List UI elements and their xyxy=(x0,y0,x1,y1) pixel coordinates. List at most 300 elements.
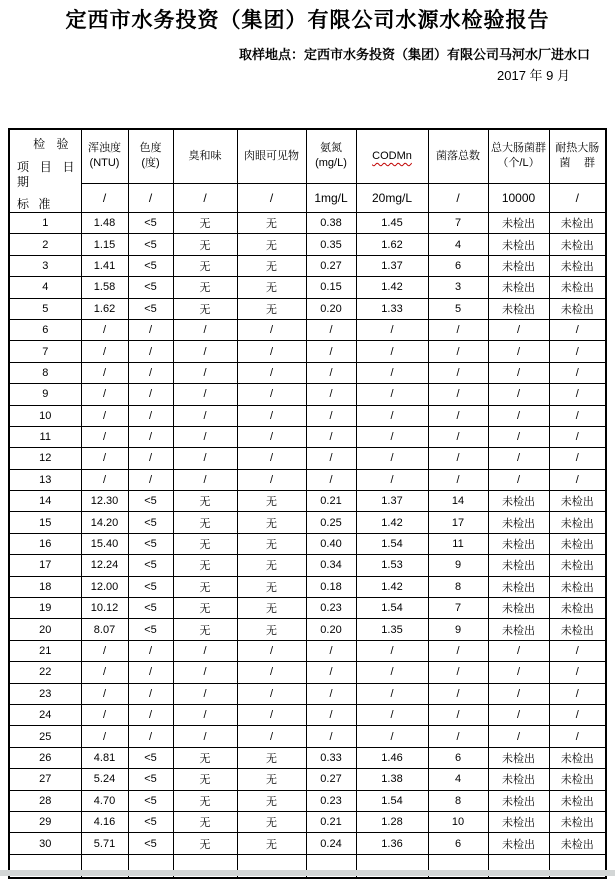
day-cell: 9 xyxy=(9,384,81,405)
value-cell: / xyxy=(488,405,549,426)
day-cell: 12 xyxy=(9,448,81,469)
standard-value: / xyxy=(549,183,606,212)
value-cell: / xyxy=(128,319,173,340)
value-cell: / xyxy=(488,319,549,340)
value-cell: 未检出 xyxy=(488,533,549,554)
day-cell: 21 xyxy=(9,640,81,661)
value-cell: 5 xyxy=(428,298,488,319)
value-cell: / xyxy=(128,469,173,490)
value-cell: 1.53 xyxy=(356,555,428,576)
value-cell: / xyxy=(173,704,237,725)
value-cell: 无 xyxy=(237,533,306,554)
value-cell: 1.45 xyxy=(356,213,428,234)
value-cell: / xyxy=(237,469,306,490)
value-cell: <5 xyxy=(128,533,173,554)
value-cell: / xyxy=(128,640,173,661)
day-cell: 25 xyxy=(9,726,81,747)
value-cell: 8 xyxy=(428,790,488,811)
day-cell: 27 xyxy=(9,769,81,790)
value-cell: 无 xyxy=(173,598,237,619)
col-header-total-coliform xyxy=(488,129,549,183)
value-cell: 未检出 xyxy=(549,598,606,619)
value-cell: 无 xyxy=(173,811,237,832)
value-cell: / xyxy=(488,640,549,661)
value-cell: / xyxy=(128,726,173,747)
value-cell: <5 xyxy=(128,512,173,533)
value-cell: 未检出 xyxy=(488,213,549,234)
value-cell: / xyxy=(488,426,549,447)
value-cell: 无 xyxy=(237,555,306,576)
value-cell: 未检出 xyxy=(549,619,606,640)
value-cell: 无 xyxy=(237,255,306,276)
value-cell: / xyxy=(356,341,428,362)
value-cell: / xyxy=(306,405,356,426)
value-cell: 1.33 xyxy=(356,298,428,319)
value-cell: / xyxy=(428,405,488,426)
value-cell: / xyxy=(549,469,606,490)
value-cell: 14 xyxy=(428,491,488,512)
value-cell: / xyxy=(81,448,128,469)
value-cell: / xyxy=(428,319,488,340)
value-cell: 14.20 xyxy=(81,512,128,533)
value-cell: 未检出 xyxy=(488,277,549,298)
value-cell: / xyxy=(128,341,173,362)
value-cell: / xyxy=(356,426,428,447)
table-row xyxy=(9,448,606,469)
value-cell: 1.62 xyxy=(356,234,428,255)
value-cell: 1.36 xyxy=(356,833,428,854)
col-title: 肉眼可见物 xyxy=(244,149,299,162)
value-cell: / xyxy=(237,726,306,747)
value-cell: / xyxy=(237,683,306,704)
inspection-table xyxy=(8,128,607,879)
day-cell: 29 xyxy=(9,811,81,832)
value-cell: 无 xyxy=(237,576,306,597)
value-cell: 5.71 xyxy=(81,833,128,854)
value-cell: / xyxy=(306,469,356,490)
value-cell: 未检出 xyxy=(549,769,606,790)
value-cell: / xyxy=(81,426,128,447)
value-cell: / xyxy=(488,704,549,725)
value-cell: 无 xyxy=(237,790,306,811)
table-row xyxy=(9,662,606,683)
value-cell: / xyxy=(549,448,606,469)
value-cell: <5 xyxy=(128,213,173,234)
corner-label-item-date: 项 目 日 期 xyxy=(17,160,75,189)
standard-value: 10000 xyxy=(488,183,549,212)
col-header-color xyxy=(128,129,173,183)
value-cell: 未检出 xyxy=(549,811,606,832)
col-title: 色度 xyxy=(139,142,162,155)
col-header-ammonia xyxy=(306,129,356,183)
value-cell: / xyxy=(356,662,428,683)
value-cell: 6 xyxy=(428,747,488,768)
value-cell: <5 xyxy=(128,811,173,832)
value-cell: 0.18 xyxy=(306,576,356,597)
value-cell: 17 xyxy=(428,512,488,533)
day-cell: 19 xyxy=(9,598,81,619)
value-cell: 0.33 xyxy=(306,747,356,768)
value-cell: / xyxy=(356,448,428,469)
report-title: 定西市水务投资（集团）有限公司水源水检验报告 xyxy=(65,9,550,32)
value-cell: / xyxy=(549,362,606,383)
value-cell: / xyxy=(173,448,237,469)
day-cell: 23 xyxy=(9,683,81,704)
value-cell: / xyxy=(128,426,173,447)
value-cell: / xyxy=(488,469,549,490)
col-header-colony-count xyxy=(428,129,488,183)
value-cell: 1.38 xyxy=(356,769,428,790)
table-row xyxy=(9,384,606,405)
value-cell: <5 xyxy=(128,833,173,854)
table-row xyxy=(9,811,606,832)
value-cell: 0.25 xyxy=(306,512,356,533)
value-cell: 9 xyxy=(428,555,488,576)
value-cell: 无 xyxy=(173,747,237,768)
standard-value: / xyxy=(128,183,173,212)
value-cell: / xyxy=(237,704,306,725)
day-cell: 17 xyxy=(9,555,81,576)
value-cell: 0.21 xyxy=(306,811,356,832)
value-cell: / xyxy=(428,469,488,490)
value-cell: 未检出 xyxy=(488,234,549,255)
day-cell: 16 xyxy=(9,533,81,554)
value-cell: / xyxy=(488,384,549,405)
value-cell: 1.42 xyxy=(356,277,428,298)
value-cell: 7 xyxy=(428,598,488,619)
corner-label-inspection: 检 验 xyxy=(33,137,73,151)
value-cell: 8 xyxy=(428,576,488,597)
value-cell: 无 xyxy=(173,619,237,640)
value-cell: 无 xyxy=(237,277,306,298)
col-unit: （个/L） xyxy=(497,157,540,170)
value-cell: 未检出 xyxy=(488,769,549,790)
value-cell: / xyxy=(428,362,488,383)
value-cell: 6 xyxy=(428,255,488,276)
page-bottom-strip xyxy=(0,870,615,876)
value-cell: 1.54 xyxy=(356,790,428,811)
col-header-codmn xyxy=(356,129,428,183)
value-cell: 未检出 xyxy=(549,234,606,255)
value-cell: 无 xyxy=(173,576,237,597)
value-cell: / xyxy=(173,319,237,340)
col-title: 臭和味 xyxy=(188,149,222,162)
value-cell: 未检出 xyxy=(549,512,606,533)
value-cell: 未检出 xyxy=(549,790,606,811)
col-header-turbidity xyxy=(81,129,128,183)
day-cell: 3 xyxy=(9,255,81,276)
value-cell: 未检出 xyxy=(549,833,606,854)
value-cell: 未检出 xyxy=(488,833,549,854)
value-cell: 无 xyxy=(237,811,306,832)
value-cell: / xyxy=(356,405,428,426)
value-cell: 0.20 xyxy=(306,298,356,319)
value-cell: 未检出 xyxy=(488,512,549,533)
value-cell: 无 xyxy=(173,533,237,554)
standard-value: / xyxy=(428,183,488,212)
col-header-odor-taste xyxy=(173,129,237,183)
value-cell: 无 xyxy=(173,833,237,854)
value-cell: <5 xyxy=(128,790,173,811)
table-row xyxy=(9,341,606,362)
value-cell: / xyxy=(128,662,173,683)
day-cell: 26 xyxy=(9,747,81,768)
day-cell: 28 xyxy=(9,790,81,811)
value-cell: 10.12 xyxy=(81,598,128,619)
value-cell: 15.40 xyxy=(81,533,128,554)
value-cell: / xyxy=(488,448,549,469)
value-cell: 无 xyxy=(237,491,306,512)
value-cell: 未检出 xyxy=(549,255,606,276)
value-cell: 未检出 xyxy=(488,747,549,768)
value-cell: 未检出 xyxy=(488,619,549,640)
day-cell: 20 xyxy=(9,619,81,640)
value-cell: 未检出 xyxy=(549,298,606,319)
value-cell: / xyxy=(237,405,306,426)
value-cell: 12.24 xyxy=(81,555,128,576)
value-cell: / xyxy=(128,683,173,704)
value-cell: 无 xyxy=(173,555,237,576)
value-cell: / xyxy=(428,341,488,362)
day-cell: 30 xyxy=(9,833,81,854)
value-cell: / xyxy=(356,704,428,725)
value-cell: 0.40 xyxy=(306,533,356,554)
value-cell: 未检出 xyxy=(549,213,606,234)
value-cell: / xyxy=(488,683,549,704)
value-cell: 未检出 xyxy=(488,491,549,512)
value-cell: / xyxy=(306,384,356,405)
value-cell: / xyxy=(549,319,606,340)
value-cell: 0.27 xyxy=(306,255,356,276)
value-cell: 无 xyxy=(173,491,237,512)
day-cell: 18 xyxy=(9,576,81,597)
table-row xyxy=(9,833,606,854)
value-cell: / xyxy=(173,362,237,383)
day-cell: 6 xyxy=(9,319,81,340)
value-cell: / xyxy=(356,469,428,490)
value-cell: 7 xyxy=(428,213,488,234)
value-cell: / xyxy=(173,662,237,683)
value-cell: 5.24 xyxy=(81,769,128,790)
value-cell: / xyxy=(428,426,488,447)
table-row xyxy=(9,576,606,597)
table-row xyxy=(9,769,606,790)
value-cell: / xyxy=(173,405,237,426)
value-cell: / xyxy=(81,469,128,490)
table-row xyxy=(9,555,606,576)
value-cell: <5 xyxy=(128,747,173,768)
standard-value: / xyxy=(237,183,306,212)
day-cell: 2 xyxy=(9,234,81,255)
value-cell: / xyxy=(81,640,128,661)
value-cell: 无 xyxy=(173,512,237,533)
value-cell: <5 xyxy=(128,576,173,597)
value-cell: 无 xyxy=(237,234,306,255)
value-cell: 无 xyxy=(237,769,306,790)
value-cell: / xyxy=(306,362,356,383)
table-row xyxy=(9,790,606,811)
value-cell: / xyxy=(173,726,237,747)
value-cell: / xyxy=(549,341,606,362)
table-row xyxy=(9,533,606,554)
day-cell: 5 xyxy=(9,298,81,319)
table-row xyxy=(9,640,606,661)
value-cell: 1.42 xyxy=(356,576,428,597)
table-row xyxy=(9,319,606,340)
report-date: 2017 年 9 月 xyxy=(497,68,570,83)
value-cell: / xyxy=(549,405,606,426)
value-cell: 无 xyxy=(173,769,237,790)
value-cell: / xyxy=(237,319,306,340)
value-cell: / xyxy=(356,640,428,661)
value-cell: 0.24 xyxy=(306,833,356,854)
value-cell: 1.54 xyxy=(356,533,428,554)
value-cell: 无 xyxy=(237,512,306,533)
value-cell: 0.34 xyxy=(306,555,356,576)
table-row xyxy=(9,704,606,725)
value-cell: / xyxy=(81,362,128,383)
value-cell: / xyxy=(237,448,306,469)
value-cell: 1.42 xyxy=(356,512,428,533)
value-cell: 未检出 xyxy=(549,576,606,597)
value-cell: / xyxy=(237,384,306,405)
value-cell: / xyxy=(306,640,356,661)
value-cell: 4.70 xyxy=(81,790,128,811)
value-cell: 1.46 xyxy=(356,747,428,768)
value-cell: / xyxy=(128,448,173,469)
value-cell: / xyxy=(488,362,549,383)
value-cell: / xyxy=(237,341,306,362)
standard-value: 20mg/L xyxy=(356,183,428,212)
value-cell: / xyxy=(428,384,488,405)
table-row xyxy=(9,469,606,490)
value-cell: 未检出 xyxy=(549,491,606,512)
value-cell: 无 xyxy=(237,833,306,854)
value-cell: / xyxy=(306,662,356,683)
value-cell: 无 xyxy=(173,790,237,811)
col-title: CODMn xyxy=(372,149,412,162)
col-unit: (NTU) xyxy=(89,157,120,170)
table-row xyxy=(9,213,606,234)
value-cell: / xyxy=(549,640,606,661)
value-cell: 未检出 xyxy=(549,555,606,576)
value-cell: 无 xyxy=(173,255,237,276)
value-cell: / xyxy=(306,426,356,447)
value-cell: / xyxy=(428,683,488,704)
value-cell: / xyxy=(237,640,306,661)
sampling-location: 取样地点：定西市水务投资（集团）有限公司马河水厂进水口 xyxy=(238,47,590,62)
table-row xyxy=(9,298,606,319)
value-cell: / xyxy=(81,405,128,426)
value-cell: / xyxy=(306,726,356,747)
value-cell: / xyxy=(549,426,606,447)
value-cell: / xyxy=(173,640,237,661)
value-cell: / xyxy=(488,662,549,683)
value-cell: / xyxy=(128,384,173,405)
value-cell: <5 xyxy=(128,491,173,512)
value-cell: <5 xyxy=(128,234,173,255)
value-cell: / xyxy=(428,726,488,747)
table-row xyxy=(9,619,606,640)
value-cell: 未检出 xyxy=(488,576,549,597)
table-row xyxy=(9,405,606,426)
col-header-visible-matter xyxy=(237,129,306,183)
value-cell: 无 xyxy=(237,598,306,619)
value-cell: / xyxy=(428,704,488,725)
value-cell: 未检出 xyxy=(549,277,606,298)
value-cell: / xyxy=(306,683,356,704)
col-unit: (mg/L) xyxy=(315,157,347,170)
table-row xyxy=(9,726,606,747)
value-cell: <5 xyxy=(128,598,173,619)
value-cell: <5 xyxy=(128,769,173,790)
value-cell: 6 xyxy=(428,833,488,854)
value-cell: / xyxy=(306,319,356,340)
value-cell: / xyxy=(81,704,128,725)
value-cell: / xyxy=(356,362,428,383)
col-title: 总大肠菌群 xyxy=(491,142,546,155)
value-cell: 4.16 xyxy=(81,811,128,832)
value-cell: 未检出 xyxy=(488,298,549,319)
table-row xyxy=(9,255,606,276)
value-cell: 未检出 xyxy=(549,533,606,554)
value-cell: / xyxy=(356,319,428,340)
value-cell: 0.23 xyxy=(306,790,356,811)
day-cell: 22 xyxy=(9,662,81,683)
table-row xyxy=(9,747,606,768)
value-cell: <5 xyxy=(128,277,173,298)
value-cell: 11 xyxy=(428,533,488,554)
value-cell: 1.15 xyxy=(81,234,128,255)
value-cell: / xyxy=(306,704,356,725)
value-cell: 无 xyxy=(237,213,306,234)
value-cell: 12.00 xyxy=(81,576,128,597)
day-cell: 1 xyxy=(9,213,81,234)
value-cell: / xyxy=(549,683,606,704)
value-cell: 0.35 xyxy=(306,234,356,255)
corner-label-standard: 标 准 xyxy=(17,197,54,211)
value-cell: / xyxy=(428,640,488,661)
value-cell: 无 xyxy=(237,619,306,640)
standard-value: / xyxy=(173,183,237,212)
value-cell: 4 xyxy=(428,769,488,790)
value-cell: 1.35 xyxy=(356,619,428,640)
col-title: 耐热大肠 xyxy=(555,142,600,155)
value-cell: 无 xyxy=(173,213,237,234)
day-cell: 7 xyxy=(9,341,81,362)
day-cell: 10 xyxy=(9,405,81,426)
value-cell: 无 xyxy=(237,298,306,319)
value-cell: / xyxy=(549,662,606,683)
value-cell: 无 xyxy=(173,277,237,298)
value-cell: / xyxy=(173,683,237,704)
value-cell: 未检出 xyxy=(488,598,549,619)
value-cell: 未检出 xyxy=(488,555,549,576)
value-cell: / xyxy=(81,341,128,362)
value-cell: / xyxy=(173,469,237,490)
day-cell: 13 xyxy=(9,469,81,490)
day-cell: 15 xyxy=(9,512,81,533)
value-cell: 0.27 xyxy=(306,769,356,790)
value-cell: 1.28 xyxy=(356,811,428,832)
value-cell: / xyxy=(428,448,488,469)
col-unit: (度) xyxy=(141,157,160,170)
value-cell: 0.21 xyxy=(306,491,356,512)
value-cell: 无 xyxy=(173,234,237,255)
table-row xyxy=(9,598,606,619)
value-cell: 1.54 xyxy=(356,598,428,619)
table-row xyxy=(9,683,606,704)
